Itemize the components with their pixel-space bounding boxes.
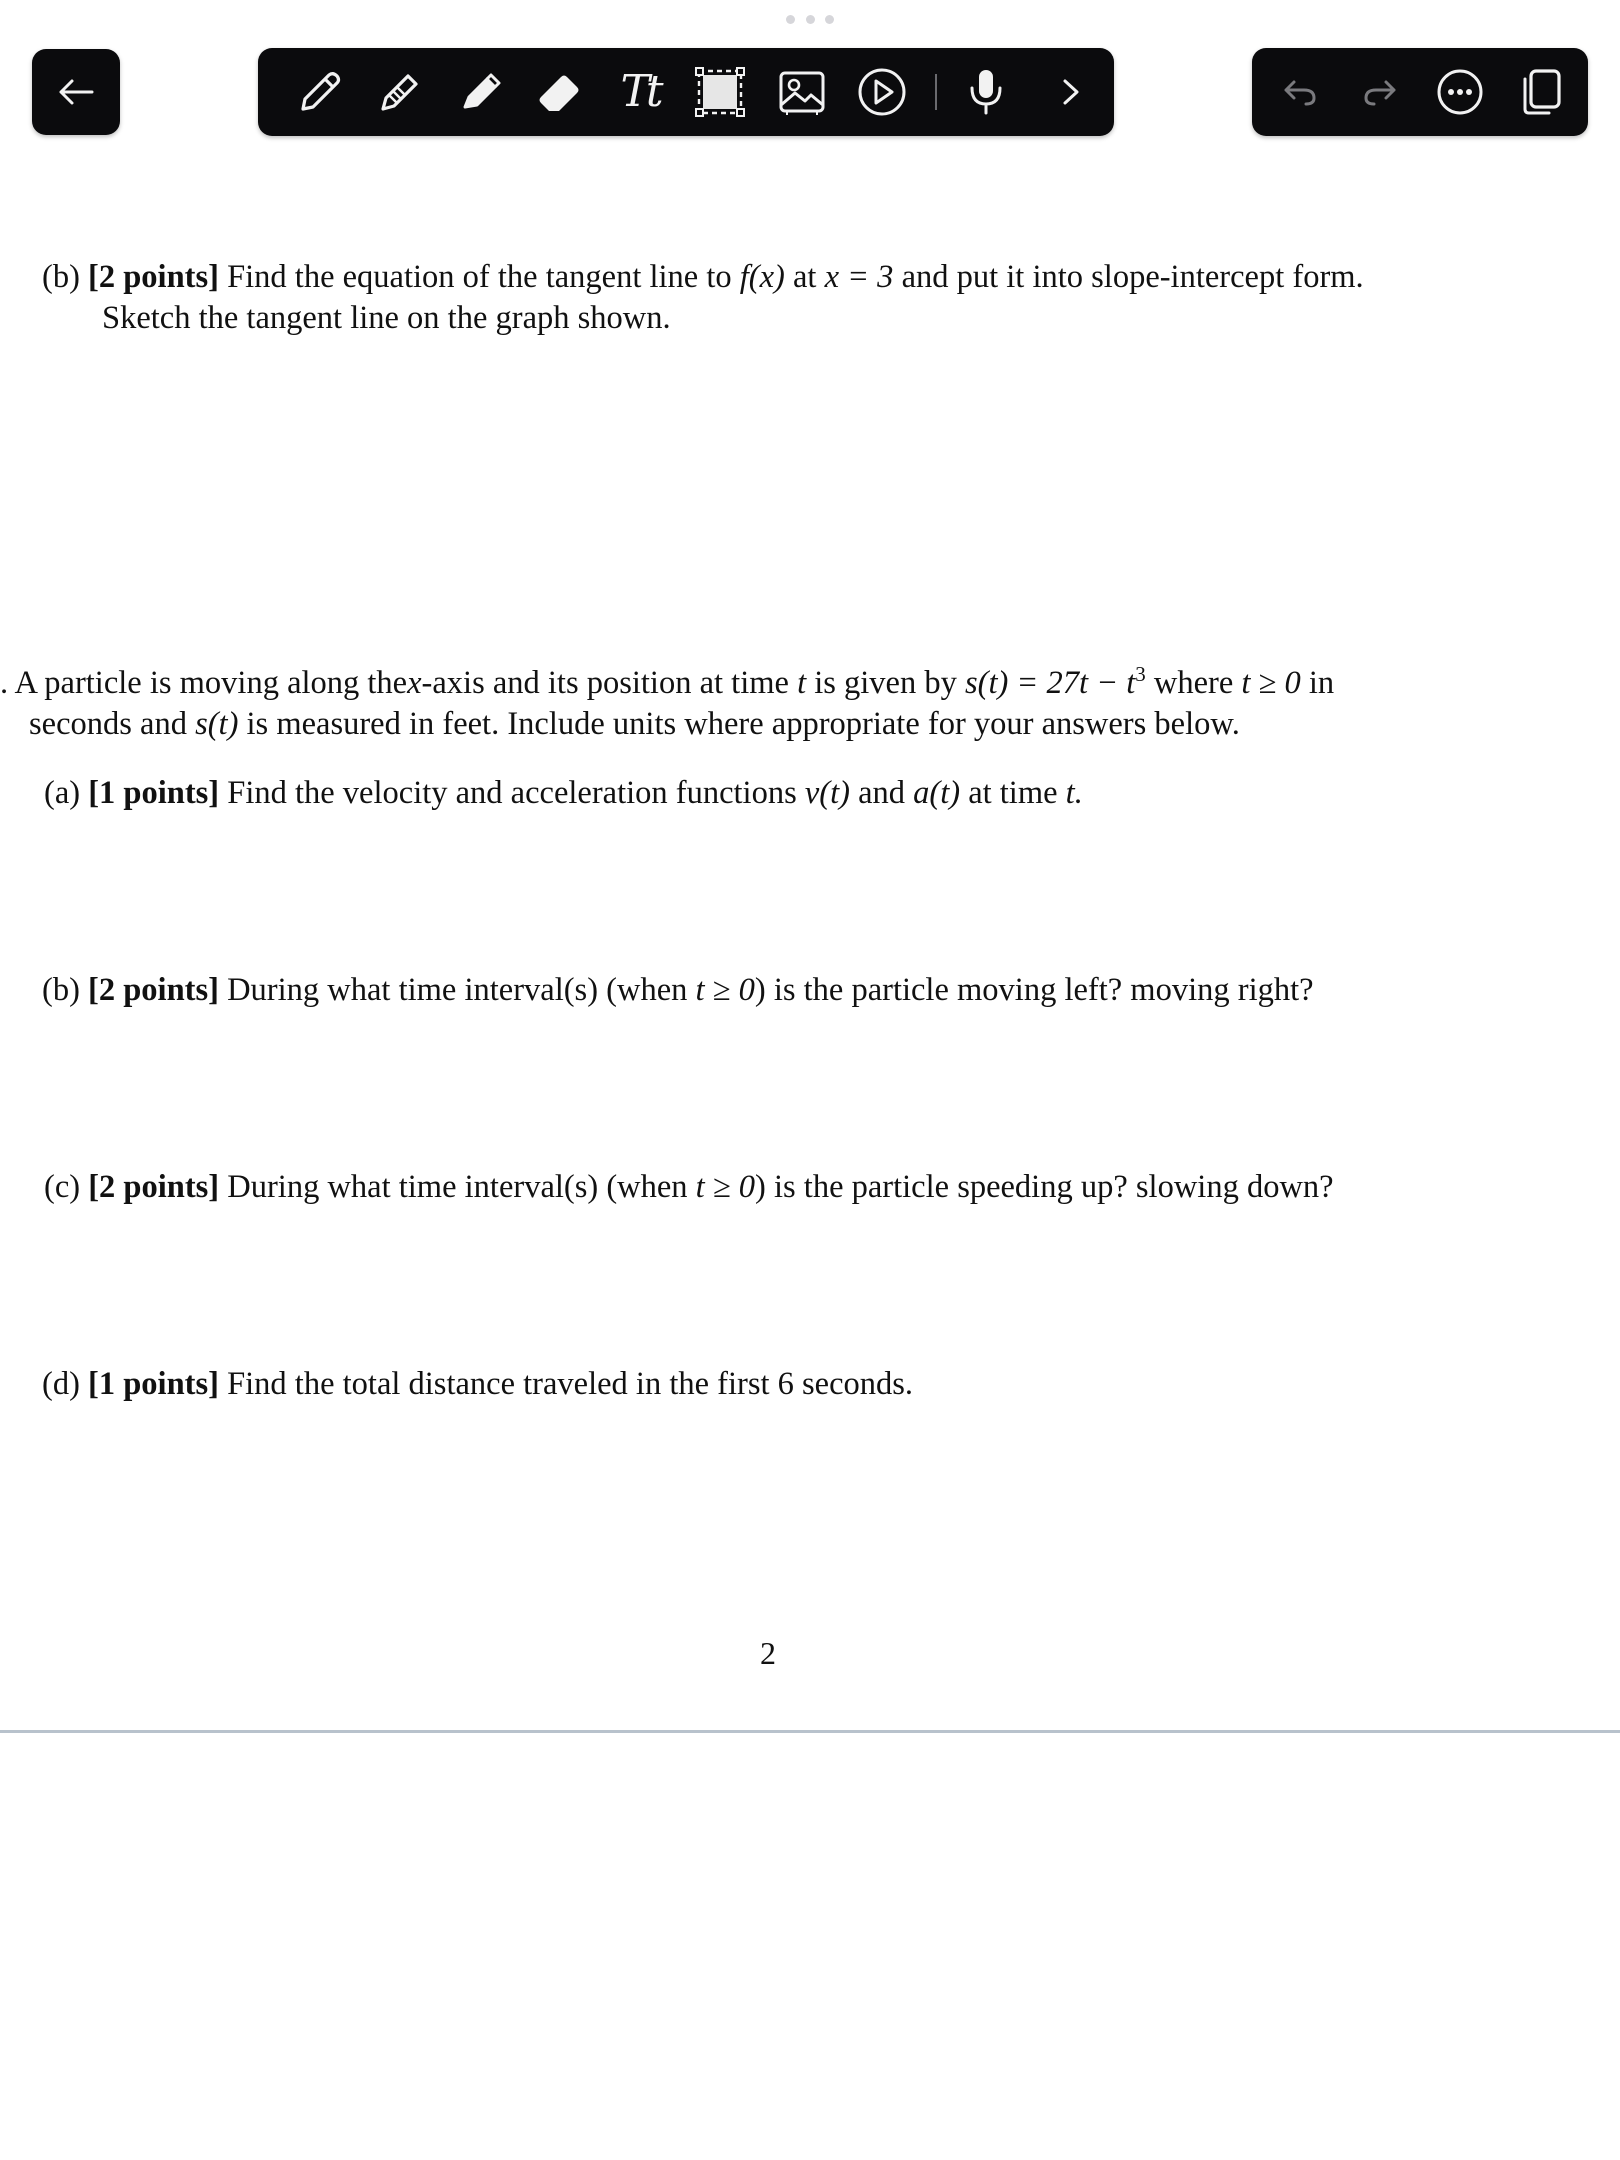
question-5b-points: [2 points] <box>88 972 219 1008</box>
chevron-right-icon <box>1055 74 1085 110</box>
pages-button[interactable] <box>1510 62 1570 122</box>
window-grabber[interactable] <box>786 14 834 24</box>
play-tool[interactable] <box>852 62 912 122</box>
text-tool[interactable] <box>610 62 670 122</box>
acceleration-symbol: a(t) <box>913 775 961 811</box>
position-function: s(t) = 27t − t <box>964 665 1136 701</box>
redo-button[interactable] <box>1350 62 1410 122</box>
question-4b-points: [2 points] <box>88 259 219 295</box>
grabber-dot <box>806 15 815 24</box>
t-variable: t <box>797 665 807 701</box>
more-tools-button[interactable] <box>1040 62 1100 122</box>
eraser-icon <box>535 67 585 117</box>
question-5c-points: [2 points] <box>88 1169 220 1205</box>
time-condition: t ≥ 0 <box>1241 665 1301 701</box>
question-4b-line-1 <box>42 257 1364 298</box>
microphone-tool[interactable] <box>956 62 1016 122</box>
question-4b-line-2: Sketch the tangent line on the graph shown. <box>102 300 671 336</box>
question-5b-text: ) is the particle moving left? moving right? <box>754 972 1314 1008</box>
pencil-tool[interactable] <box>370 62 430 122</box>
page-divider <box>0 1730 1620 1733</box>
question-5-line-2 <box>29 704 1240 745</box>
text-icon: Tt <box>620 66 660 117</box>
question-4b-text-end: and put it into slope-intercept form. <box>901 259 1364 295</box>
question-5a <box>44 773 1083 814</box>
question-4b-text: Find the equation of the tangent line to <box>227 259 732 295</box>
page-number: 2 <box>760 1635 776 1671</box>
question-5c-text: ) is the particle speeding up? slowing down? <box>755 1169 1334 1205</box>
exponent: 3 <box>1135 662 1146 687</box>
more-horizontal-icon <box>1435 67 1485 117</box>
pencil-icon <box>375 67 425 117</box>
image-tool[interactable] <box>772 62 832 122</box>
image-icon <box>777 67 827 117</box>
question-5-line-1 <box>0 663 1334 704</box>
drawing-toolbar <box>258 48 1114 136</box>
arrow-left-icon <box>56 77 96 107</box>
question-5d-label: (d) <box>42 1366 80 1402</box>
redo-icon <box>1360 72 1400 112</box>
question-5-text: -axis and its position at time <box>421 665 789 701</box>
question-5-text: where <box>1153 665 1234 701</box>
question-5-text: in <box>1308 665 1335 701</box>
lasso-icon <box>694 66 746 118</box>
pen-tool[interactable] <box>290 62 350 122</box>
velocity-symbol: v(t) <box>804 775 850 811</box>
back-button[interactable] <box>32 49 120 135</box>
question-5-number: . <box>0 665 9 701</box>
eraser-tool[interactable] <box>530 62 590 122</box>
question-5-text: is measured in feet. Include units where appropriate for your answers below. <box>246 706 1240 742</box>
grabber-dot <box>825 15 834 24</box>
question-5a-label: (a) <box>44 775 81 811</box>
question-5-text: seconds and <box>29 706 187 742</box>
question-5c <box>44 1167 1334 1208</box>
question-5c-label: (c) <box>44 1169 81 1205</box>
more-options-button[interactable] <box>1430 62 1490 122</box>
question-4b-at: at <box>792 259 817 295</box>
history-toolbar <box>1252 48 1588 136</box>
lasso-select-tool[interactable] <box>690 62 750 122</box>
t-variable: t. <box>1065 775 1083 811</box>
question-5a-text: Find the velocity and acceleration functions <box>227 775 797 811</box>
question-5c-text: During what time interval(s) (when <box>227 1169 688 1205</box>
question-5b <box>42 970 1314 1011</box>
question-4b-function: f(x) <box>739 259 785 295</box>
toolbar-divider <box>935 74 937 110</box>
question-4b-label: (b) <box>42 259 80 295</box>
microphone-icon <box>964 66 1008 118</box>
time-condition: t ≥ 0 <box>695 1169 756 1205</box>
pen-icon <box>295 67 345 117</box>
play-icon <box>856 66 908 118</box>
question-5a-points: [1 points] <box>88 775 220 811</box>
position-symbol: s(t) <box>195 706 239 742</box>
question-5d-points: [1 points] <box>88 1366 219 1402</box>
grabber-dot <box>786 15 795 24</box>
question-5a-text: and <box>858 775 906 811</box>
question-5b-text: During what time interval(s) (when <box>227 972 688 1008</box>
undo-button[interactable] <box>1270 62 1330 122</box>
question-5-text: is given by <box>814 665 957 701</box>
x-variable: x <box>407 665 422 701</box>
question-5-text: A particle is moving along the <box>14 665 408 701</box>
time-condition: t ≥ 0 <box>695 972 755 1008</box>
question-5d-text: Find the total distance traveled in the first 6 seconds. <box>227 1366 914 1402</box>
highlighter-icon <box>455 67 505 117</box>
undo-icon <box>1280 72 1320 112</box>
question-5a-text: at time <box>968 775 1058 811</box>
copy-pages-icon <box>1517 67 1563 117</box>
question-5d <box>42 1364 913 1405</box>
question-4b-x-value: x = 3 <box>824 259 894 295</box>
question-5b-label: (b) <box>42 972 80 1008</box>
highlighter-tool[interactable] <box>450 62 510 122</box>
